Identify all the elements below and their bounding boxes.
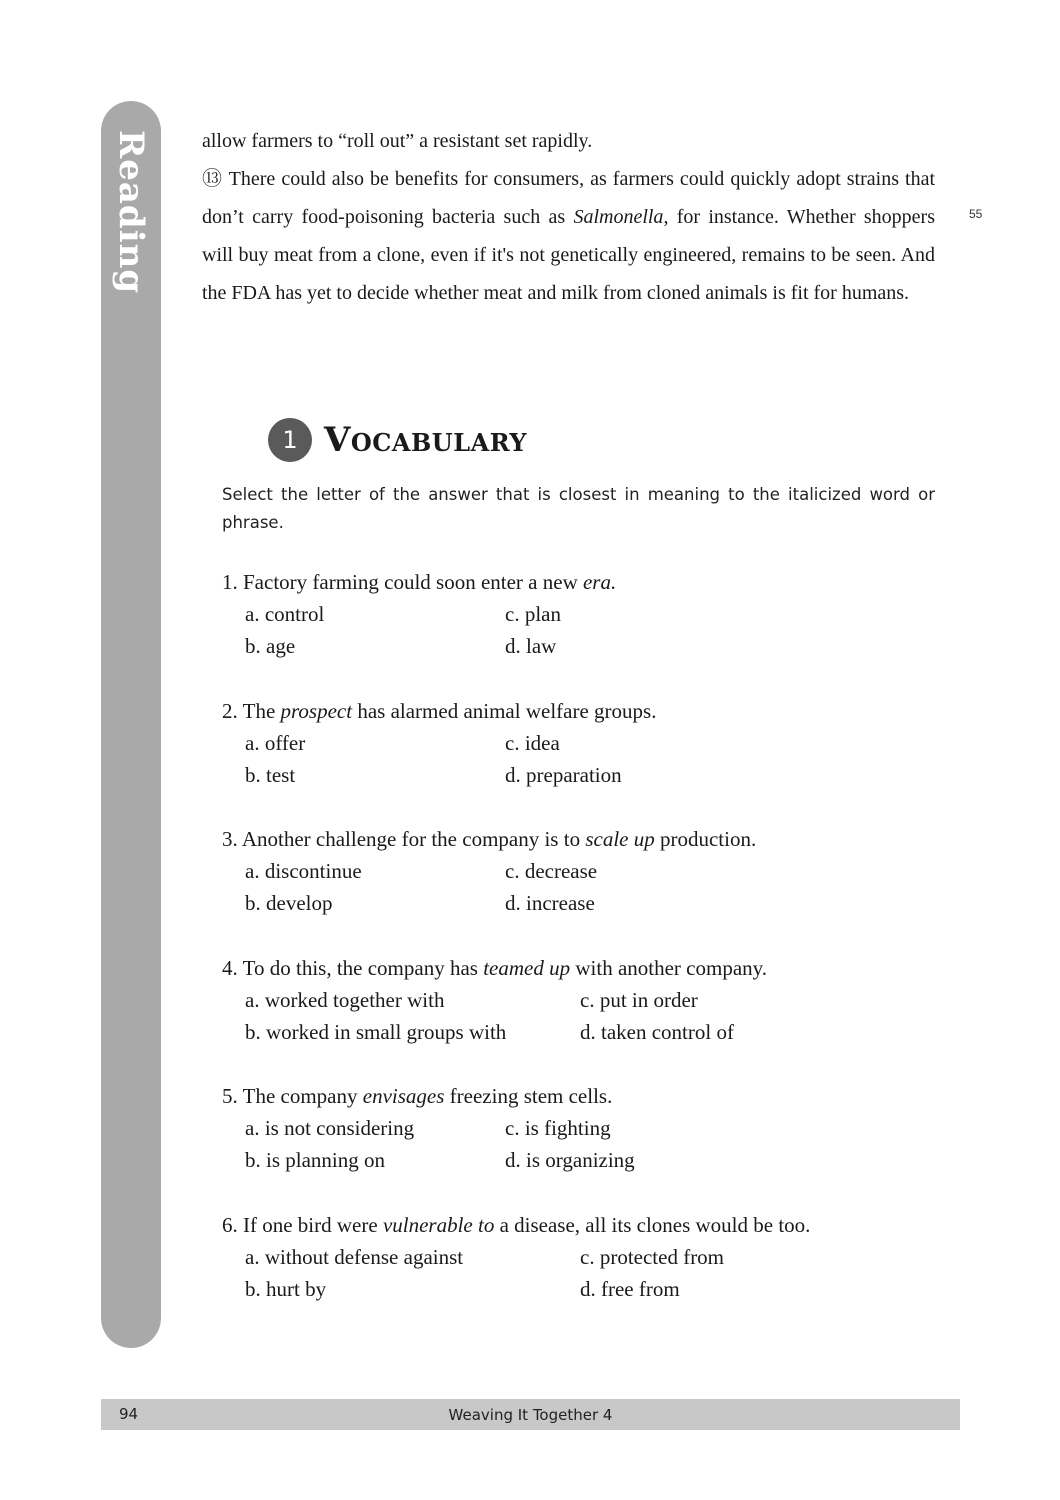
question-text — [222, 1209, 810, 1241]
question-5 — [222, 1080, 942, 1209]
option-c[interactable]: c. put in order — [580, 987, 698, 1012]
question-stem: Another challenge for the company is to — [237, 827, 586, 852]
option-b[interactable]: b. age — [245, 634, 296, 658]
question-1 — [222, 566, 942, 695]
question-stem: a disease, all its clones would be too. — [494, 1212, 811, 1237]
section-number-badge: 1 — [268, 418, 312, 462]
question-number: 2. — [222, 698, 238, 723]
question-text — [222, 823, 756, 855]
question-number: 6. — [222, 1212, 238, 1237]
option-c[interactable]: c. is fighting — [505, 1116, 611, 1141]
option-a[interactable]: a. worked together with — [245, 987, 445, 1012]
option-d[interactable]: d. is organizing — [505, 1148, 635, 1173]
question-target-word: era. — [582, 570, 617, 594]
section-heading — [268, 418, 527, 462]
option-b[interactable]: b. is planning on — [245, 1148, 385, 1173]
question-number: 4. — [222, 955, 238, 980]
option-d[interactable]: d. law — [505, 634, 557, 658]
instructions: Select the letter of the answer that is closest in meaning to the italicized word or phrase. — [222, 485, 935, 532]
question-stem: has alarmed animal welfare groups. — [352, 698, 657, 723]
question-stem: freezing stem cells. — [444, 1084, 613, 1109]
question-stem: Factory farming could soon enter a new — [237, 570, 583, 594]
option-d[interactable]: d. free from — [580, 1276, 680, 1301]
option-a[interactable]: a. control — [245, 602, 325, 626]
option-c[interactable]: c. decrease — [505, 859, 598, 884]
book-title: Weaving It Together 4 — [448, 1406, 613, 1424]
question-2 — [222, 695, 942, 824]
option-b[interactable]: b. develop — [245, 891, 333, 916]
option-b[interactable]: b. hurt by — [245, 1276, 327, 1301]
paragraph-13 — [202, 160, 935, 312]
question-target-word: envisages — [362, 1084, 445, 1109]
question-target-word: vulnerable to — [382, 1212, 495, 1237]
question-text — [222, 695, 656, 727]
question-stem: production. — [654, 827, 757, 852]
question-stem: If one bird were — [237, 1212, 383, 1237]
option-c[interactable]: c. protected from — [580, 1244, 725, 1269]
question-stem: To do this, the company has — [237, 955, 484, 980]
option-a[interactable]: a. offer — [245, 730, 306, 755]
section-title: Vocabulary — [324, 420, 528, 460]
question-number: 1. — [222, 570, 238, 594]
option-d[interactable]: d. preparation — [505, 762, 622, 787]
question-target-word: scale up — [585, 827, 655, 852]
question-text — [222, 952, 767, 984]
option-a[interactable]: a. without defense against — [245, 1244, 464, 1269]
question-3 — [222, 823, 942, 952]
option-c[interactable]: c. idea — [505, 730, 560, 755]
question-text — [222, 1080, 612, 1112]
page-number: 94 — [119, 1405, 139, 1423]
option-a[interactable]: a. discontinue — [245, 859, 362, 884]
question-list — [222, 566, 942, 1338]
paragraph-text: There could also be benefits for consumers, as farmers could quickly adopt strains that don’t carry food-poisoning bacteria such as — [202, 168, 935, 228]
question-stem: with another company. — [570, 955, 768, 980]
option-c[interactable]: c. plan — [505, 602, 561, 626]
line-number: 55 — [969, 207, 983, 221]
paragraph-continuation: allow farmers to “roll out” a resistant set rapidly. — [202, 130, 593, 152]
question-number: 5. — [222, 1084, 238, 1109]
paragraph-text: , for instance. Whether shoppers will buy meat from a clone, even if it's not genetically engineered, remains to be seen. And the FDA has yet to decide whether meat and milk from cloned animals is fit for humans. — [202, 206, 935, 304]
question-4 — [222, 952, 942, 1081]
option-d[interactable]: d. taken control of — [580, 1019, 734, 1044]
reading-passage — [202, 122, 935, 312]
question-number: 3. — [222, 827, 238, 852]
option-b[interactable]: b. test — [245, 762, 296, 787]
question-stem: The company — [237, 1084, 363, 1109]
page-footer — [101, 1399, 960, 1430]
question-text — [222, 566, 616, 598]
question-stem: The — [237, 698, 281, 723]
paragraph-marker: ⑬ — [202, 168, 224, 190]
italic-term: Salmonella — [573, 206, 664, 228]
side-tab-label: Reading — [111, 130, 151, 295]
option-d[interactable]: d. increase — [505, 891, 595, 916]
question-6 — [222, 1209, 942, 1338]
question-target-word: prospect — [280, 698, 353, 723]
question-target-word: teamed up — [483, 955, 571, 980]
option-a[interactable]: a. is not considering — [245, 1116, 415, 1141]
option-b[interactable]: b. worked in small groups with — [245, 1019, 507, 1044]
